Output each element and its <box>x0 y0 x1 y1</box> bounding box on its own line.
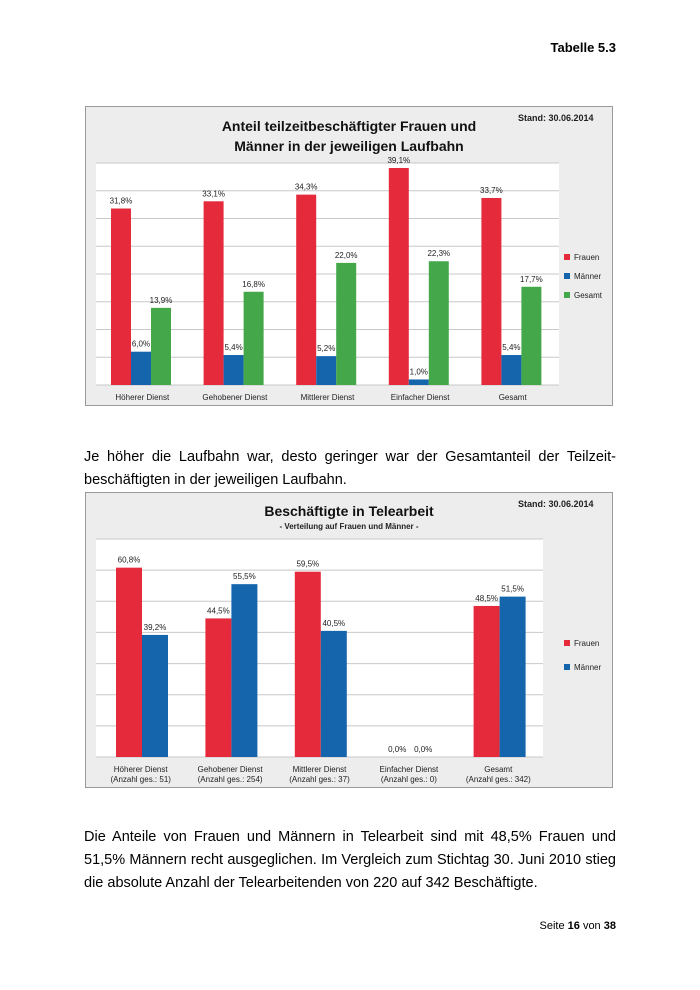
chart-subtitle: - Verteilung auf Frauen und Männer - <box>279 522 419 531</box>
footer-page-total: 38 <box>603 920 616 932</box>
data-label: 60,8% <box>117 555 141 565</box>
bar-frauen <box>389 168 409 385</box>
category-label: Gehobener Dienst <box>202 393 268 402</box>
data-label: 0,0% <box>388 745 407 754</box>
data-label: 39,2% <box>143 622 167 632</box>
paragraph-telework: Die Anteile von Frauen und Männern in Telearbeit sind mit 48,5% Frauen und 51,5% Männern recht ausgeglichen. Im Vergleich zum Stichtag 30. Juni 2010 stieg die absolute Anzahl der Telearbeitenden von 220 auf 342 Beschäftigte. <box>84 828 616 891</box>
category-label: Mittlerer Dienst <box>300 393 355 402</box>
chart-telework <box>86 493 612 787</box>
data-label: 0,0% <box>414 745 433 754</box>
bar-maenner <box>231 584 257 757</box>
chart-stand-date: Stand: 30.06.2014 <box>518 113 594 123</box>
chart-title: Männer in der jeweiligen Laufbahn <box>234 138 464 154</box>
category-label: Gehobener Dienst <box>197 765 263 774</box>
bar-frauen <box>474 606 500 757</box>
data-label: 1,0% <box>409 367 428 377</box>
bar-maenner <box>501 355 521 385</box>
chart-stand-date: Stand: 30.06.2014 <box>518 499 594 509</box>
legend-swatch <box>564 664 570 670</box>
category-label: (Anzahl ges.: 342) <box>465 775 531 784</box>
data-label: 13,9% <box>149 295 173 305</box>
legend-swatch <box>564 273 570 279</box>
data-label: 34,3% <box>294 182 318 192</box>
legend-label: Männer <box>574 663 602 672</box>
bar-gesamt <box>336 263 356 385</box>
legend-label: Männer <box>574 272 602 281</box>
legend-label: Gesamt <box>574 291 603 300</box>
data-label: 17,7% <box>520 274 543 284</box>
page-footer <box>539 920 616 932</box>
bar-maenner <box>316 356 336 385</box>
bar-frauen <box>296 195 316 385</box>
data-label: 33,1% <box>202 189 225 199</box>
category-label: Einfacher Dienst <box>390 393 450 402</box>
chart-parttime-panel <box>85 106 613 406</box>
data-label: 55,5% <box>233 572 256 582</box>
data-label: 22,3% <box>427 249 451 259</box>
data-label: 39,1% <box>387 155 411 165</box>
chart-title: Anteil teilzeitbeschäftigter Frauen und <box>221 118 477 134</box>
bar-gesamt <box>244 292 264 385</box>
data-label: 51,5% <box>501 584 524 594</box>
category-label: (Anzahl ges.: 37) <box>289 775 350 784</box>
data-label: 40,5% <box>322 618 346 628</box>
data-label: 22,0% <box>334 250 358 260</box>
bar-maenner <box>131 352 151 385</box>
bar-gesamt <box>151 308 171 385</box>
bar-frauen <box>116 568 142 757</box>
table-label: Tabelle 5.3 <box>550 40 616 55</box>
data-label: 44,5% <box>207 606 230 616</box>
legend-label: Frauen <box>574 639 600 648</box>
data-label: 5,4% <box>502 343 521 353</box>
bar-frauen <box>481 198 501 385</box>
category-label: (Anzahl ges.: 51) <box>110 775 171 784</box>
footer-prefix: Seite <box>539 920 565 932</box>
bar-frauen <box>111 209 131 385</box>
bar-gesamt <box>429 261 449 385</box>
category-label: (Anzahl ges.: 254) <box>197 775 263 784</box>
chart-telework-panel <box>85 492 613 788</box>
bar-gesamt <box>521 287 541 385</box>
legend-label: Frauen <box>574 253 600 262</box>
legend-swatch <box>564 640 570 646</box>
category-label: Höherer Dienst <box>115 393 170 402</box>
bar-frauen <box>295 572 321 757</box>
bar-frauen <box>205 618 231 757</box>
category-label: (Anzahl ges.: 0) <box>380 775 437 784</box>
data-label: 16,8% <box>242 279 265 289</box>
bar-maenner <box>409 379 429 385</box>
category-label: Einfacher Dienst <box>379 765 439 774</box>
bar-maenner <box>224 355 244 385</box>
data-label: 5,2% <box>317 344 336 354</box>
bar-maenner <box>142 635 168 757</box>
data-label: 6,0% <box>131 339 151 349</box>
data-label: 33,7% <box>480 185 503 195</box>
category-label: Höherer Dienst <box>113 765 168 774</box>
category-label: Gesamt <box>484 765 513 774</box>
bar-maenner <box>321 631 347 757</box>
bar-frauen <box>204 201 224 385</box>
category-label: Gesamt <box>498 393 527 402</box>
category-label: Mittlerer Dienst <box>292 765 347 774</box>
data-label: 48,5% <box>475 593 498 603</box>
footer-middle: von <box>582 920 601 932</box>
legend-swatch <box>564 292 570 298</box>
data-label: 59,5% <box>296 559 320 569</box>
data-label: 31,8% <box>109 196 133 206</box>
chart-title: Beschäftigte in Telearbeit <box>264 503 434 519</box>
chart-parttime <box>86 107 612 405</box>
bar-maenner <box>500 597 526 757</box>
data-label: 5,4% <box>224 343 243 353</box>
paragraph-parttime: Je höher die Laufbahn war, desto geringer war der Gesamtanteil der Teilzeit-beschäftigten in der jeweiligen Laufbahn. <box>84 448 616 488</box>
footer-page-number: 16 <box>567 920 580 932</box>
legend-swatch <box>564 254 570 260</box>
